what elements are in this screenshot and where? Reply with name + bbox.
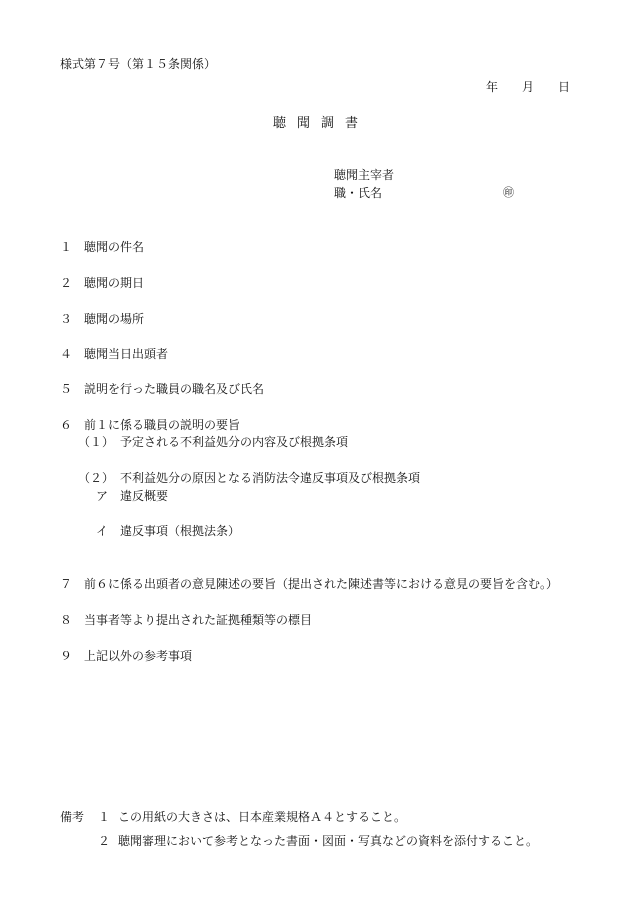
item-text: 上記以外の参考事項 [84,649,193,663]
subsubitem-text: 違反概要 [120,489,169,503]
date-year-label: 年 [486,80,499,94]
item-text: 前１に係る職員の説明の要旨 [84,418,241,432]
item-text: 前６に係る出頭者の意見陳述の要旨（提出された陳述書等における意見の要旨を含む。） [84,577,559,591]
item-number: ７ [60,577,73,591]
subitem-number: （１） [78,435,115,449]
item-text: 説明を行った職員の職名及び氏名 [84,382,265,396]
item-9 [60,650,192,662]
item-number: ２ [60,276,73,290]
item-number: ３ [60,312,73,326]
subsubitem-i [96,525,240,537]
remarks-text: この用紙の大きさは、日本産業規格Ａ４とすること。 [118,810,407,824]
presider-name-label: 職・氏名 [334,186,383,200]
subitem-text: 予定される不利益処分の内容及び根拠条項 [120,435,349,449]
form-number: 様式第７号（第１５条関係） [60,57,217,71]
subitem-2 [78,472,420,484]
date-line [486,81,570,93]
remarks-number: １ [98,810,111,824]
item-number: ９ [60,649,73,663]
item-3 [60,313,144,325]
item-text: 聴聞の期日 [84,276,145,290]
item-2 [60,277,144,289]
item-6 [60,419,240,431]
item-7 [60,578,558,590]
remarks-note-2 [98,835,538,847]
presider-label: 聴聞主宰者 [334,168,395,182]
subitem-number: （２） [78,471,115,485]
item-number: ５ [60,382,73,396]
subsubitem-marker: イ [96,524,109,538]
remarks-text: 聴聞審理において参考となった書面・図面・写真などの資料を添付すること。 [118,834,539,848]
item-number: ８ [60,613,73,627]
item-text: 聴聞当日出頭者 [84,347,169,361]
remarks-label: 備考 [60,810,85,824]
subsubitem-a [96,490,168,502]
remarks-number: ２ [98,834,111,848]
date-day-label: 日 [558,80,571,94]
item-text: 当事者等より提出された証拠種類等の標目 [84,613,313,627]
date-month-label: 月 [522,80,535,94]
item-number: １ [60,240,73,254]
item-number: ４ [60,347,73,361]
item-text: 聴聞の場所 [84,312,145,326]
subsubitem-marker: ア [96,489,109,503]
item-1 [60,241,144,253]
document-title: 聴聞調書 [273,116,370,131]
item-number: ６ [60,418,73,432]
subsubitem-text: 違反事項（根拠法条） [120,524,241,538]
item-8 [60,614,312,626]
item-text: 聴聞の件名 [84,240,145,254]
remarks-note-1 [60,811,406,823]
item-4 [60,348,168,360]
subitem-text: 不利益処分の原因となる消防法令違反事項及び根拠条項 [120,471,421,485]
subitem-1 [78,436,348,448]
item-5 [60,383,264,395]
seal-mark: ㊞ [503,186,514,199]
